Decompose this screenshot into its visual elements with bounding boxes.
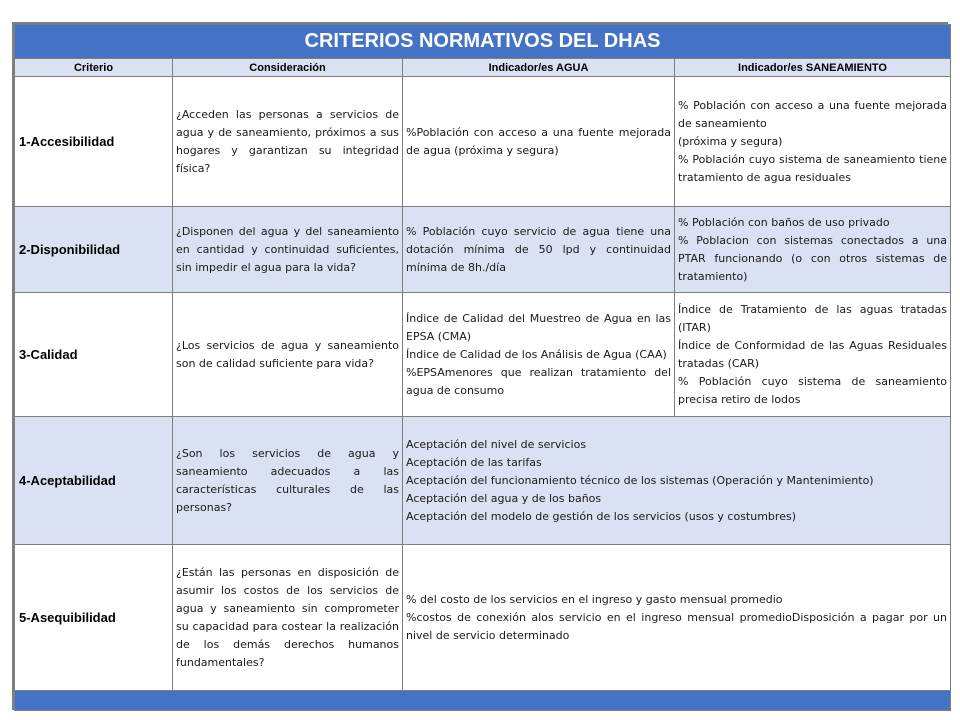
table-row xyxy=(15,545,951,691)
table-footer-bar xyxy=(15,691,951,711)
header-consideracion: Consideración xyxy=(173,59,403,77)
water-indicator: Índice de Calidad del Muestreo de Agua en las EPSA (CMA) xyxy=(406,311,671,343)
sanitation-indicator: Índice de Tratamiento de las aguas tratadas (ITAR) xyxy=(678,302,948,334)
sanitation-indicator: % Población con baños de uso privado xyxy=(678,215,890,229)
table-row xyxy=(15,207,951,293)
consideration-text: ¿Disponen del agua y del saneamiento en cantidad y continuidad suficientes, sin impedir el agua para la vida? xyxy=(173,207,403,293)
water-indicators xyxy=(403,77,675,207)
table-row xyxy=(15,293,951,417)
combined-indicator: Aceptación de las tarifas xyxy=(406,455,542,469)
header-saneamiento: Indicador/es SANEAMIENTO xyxy=(675,59,951,77)
sanitation-indicators xyxy=(675,293,951,417)
water-indicator: Índice de Calidad de los Análisis de Agua (CAA) xyxy=(406,347,667,361)
header-agua: Indicador/es AGUA xyxy=(403,59,675,77)
water-indicators xyxy=(403,293,675,417)
combined-indicator: Aceptación del nivel de servicios xyxy=(406,437,587,451)
sanitation-indicator: % Poblacion con sistemas conectados a una PTAR funcionando (o con otros sistemas de tratamiento) xyxy=(678,233,948,283)
sanitation-indicator: (próxima y segura) xyxy=(678,134,783,148)
consideration-text: ¿Están las personas en disposición de asumir los costos de los servicios de agua y saneamiento sin comprometer su capacidad para costear la realización de los demás derechos humanos fundamentales? xyxy=(173,545,403,691)
water-indicators xyxy=(403,207,675,293)
combined-indicator: Aceptación del funcionamiento técnico de los sistemas (Operación y Mantenimiento) xyxy=(406,473,874,487)
sanitation-indicator: % Población cuyo sistema de saneamiento tiene tratamiento de agua residuales xyxy=(678,152,948,184)
combined-indicator: %costos de conexión alos servicio en el ingreso mensual promedioDisposición a pagar por un nivel de servicio determinado xyxy=(406,610,948,642)
table-title: CRITERIOS NORMATIVOS DEL DHAS xyxy=(15,25,951,59)
combined-indicators xyxy=(403,417,951,545)
consideration-text: ¿Los servicios de agua y saneamiento son de calidad suficiente para vida? xyxy=(173,293,403,417)
criteria-table xyxy=(14,24,951,711)
criterion-label: 4-Aceptabilidad xyxy=(15,417,173,545)
water-indicator: %EPSAmenores que realizan tratamiento del agua de consumo xyxy=(406,365,671,397)
combined-indicator: Aceptación del modelo de gestión de los servicios (usos y costumbres) xyxy=(406,509,796,523)
sanitation-indicator: % Población cuyo sistema de saneamiento precisa retiro de lodos xyxy=(678,374,948,406)
table-row xyxy=(15,417,951,545)
combined-indicator: Aceptación del agua y de los baños xyxy=(406,491,602,505)
table-row xyxy=(15,77,951,207)
header-criterio: Criterio xyxy=(15,59,173,77)
criterion-label: 1-Accesibilidad xyxy=(15,77,173,207)
water-indicator: %Población con acceso a una fuente mejorada de agua (próxima y segura) xyxy=(406,125,671,157)
sanitation-indicators xyxy=(675,77,951,207)
sanitation-indicators xyxy=(675,207,951,293)
combined-indicator: % del costo de los servicios en el ingreso y gasto mensual promedio xyxy=(406,592,783,606)
sanitation-indicator: Índice de Conformidad de las Aguas Residuales tratadas (CAR) xyxy=(678,338,948,370)
criterion-label: 2-Disponibilidad xyxy=(15,207,173,293)
water-indicator: % Población cuyo servicio de agua tiene una dotación mínima de 50 lpd y continuidad mínima de 8h./día xyxy=(406,224,671,274)
sanitation-indicator: % Población con acceso a una fuente mejorada de saneamiento xyxy=(678,98,948,130)
consideration-text: ¿Son los servicios de agua y saneamiento adecuados a las características culturales de las personas? xyxy=(173,417,403,545)
criterion-label: 3-Calidad xyxy=(15,293,173,417)
criterion-label: 5-Asequibilidad xyxy=(15,545,173,691)
combined-indicators xyxy=(403,545,951,691)
criteria-table-frame xyxy=(12,22,948,710)
consideration-text: ¿Acceden las personas a servicios de agua y de saneamiento, próximos a sus hogares y garantizan su integridad física? xyxy=(173,77,403,207)
